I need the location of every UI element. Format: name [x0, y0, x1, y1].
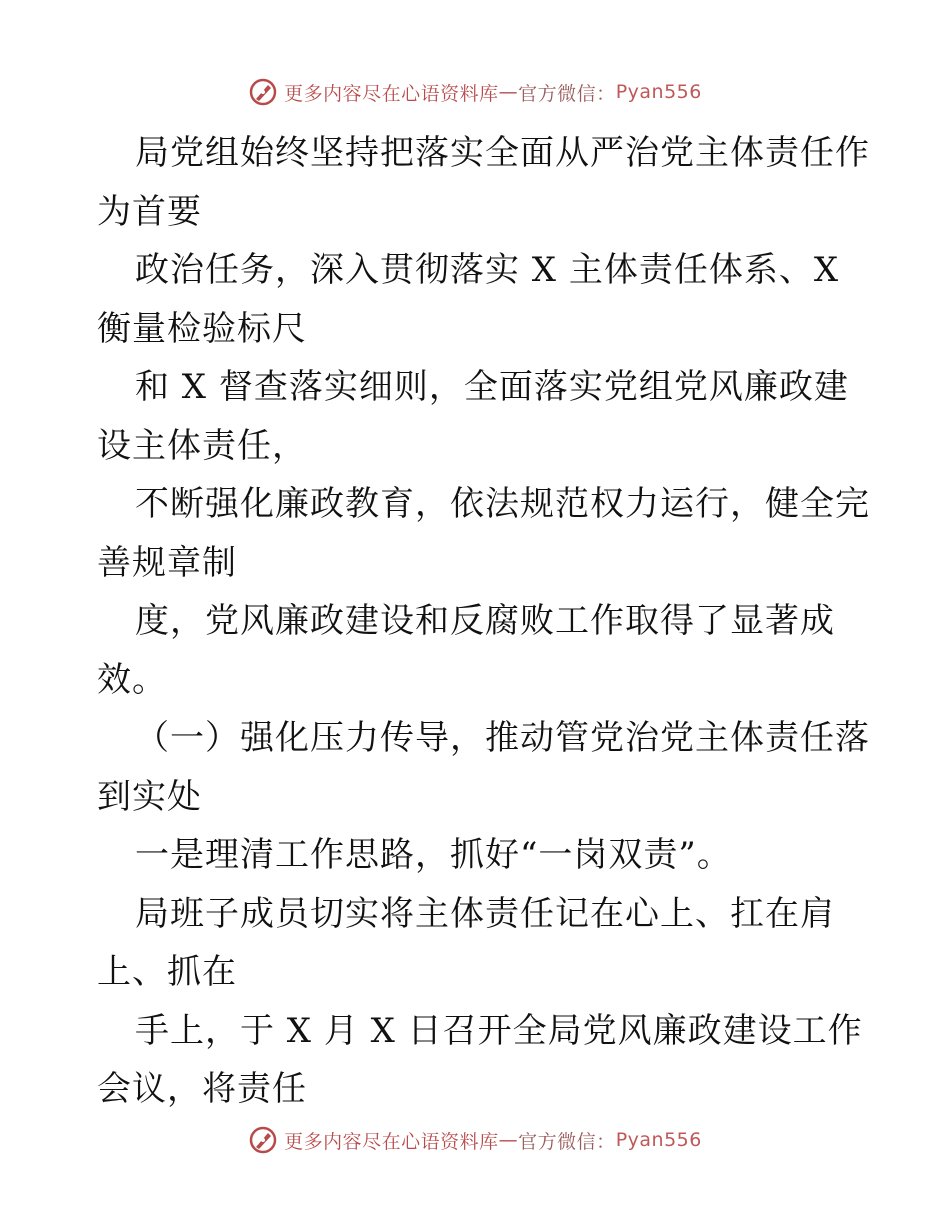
pen-logo-icon [248, 1125, 278, 1155]
paragraph-line: 衡量检验标尺 [97, 308, 307, 349]
paragraph-line: 上、抓在 [97, 952, 237, 992]
section-heading-line: （一）强化压力传导，推动管党治党主体责任落 [135, 718, 870, 758]
paragraph-line: 和 X 督查落实细则，全面落实党组党风廉政建 [135, 367, 849, 407]
section-heading-line: 到实处 [97, 776, 202, 817]
paragraph-line: 手上，于 X 月 X 日召开全局党风廉政建设工作 [135, 1010, 863, 1051]
paragraph-line: 局党组始终坚持把落实全面从严治党主体责任作 [135, 133, 870, 173]
watermark-text: 更多内容尽在心语资料库 [284, 82, 499, 105]
watermark-official-label: 官方微信： [518, 1130, 616, 1153]
watermark-separator: — [498, 1129, 519, 1151]
watermark-separator: — [498, 81, 519, 103]
watermark-text: 更多内容尽在心语资料库 [284, 1130, 499, 1153]
paragraph-line: 政治任务，深入贯彻落实 X 主体责任体系、X [135, 250, 840, 290]
paragraph-line: 善规章制 [97, 542, 237, 583]
paragraph-line: 不断强化廉政教育，依法规范权力运行，健全完 [135, 484, 870, 524]
header-watermark [0, 72, 950, 112]
watermark-official-id: Pyan556 [615, 81, 702, 103]
paragraph-line: 局班子成员切实将主体责任记在心上、扛在肩 [135, 893, 835, 934]
paragraph-line: 会议，将责任 [97, 1069, 307, 1109]
paragraph-line: 为首要 [97, 191, 202, 232]
document-body [97, 124, 870, 1119]
pen-logo-icon [248, 77, 278, 107]
paragraph-line: 度，党风廉政建设和反腐败工作取得了显著成 [135, 601, 835, 641]
paragraph-line: 设主体责任， [97, 425, 307, 466]
watermark-official-id: Pyan556 [615, 1129, 702, 1151]
footer-watermark [0, 1120, 950, 1160]
paragraph-line: 一是理清工作思路，抓好“一岗双责”。 [135, 835, 732, 875]
paragraph-line: 效。 [97, 659, 167, 700]
watermark-official-label: 官方微信： [518, 82, 616, 105]
